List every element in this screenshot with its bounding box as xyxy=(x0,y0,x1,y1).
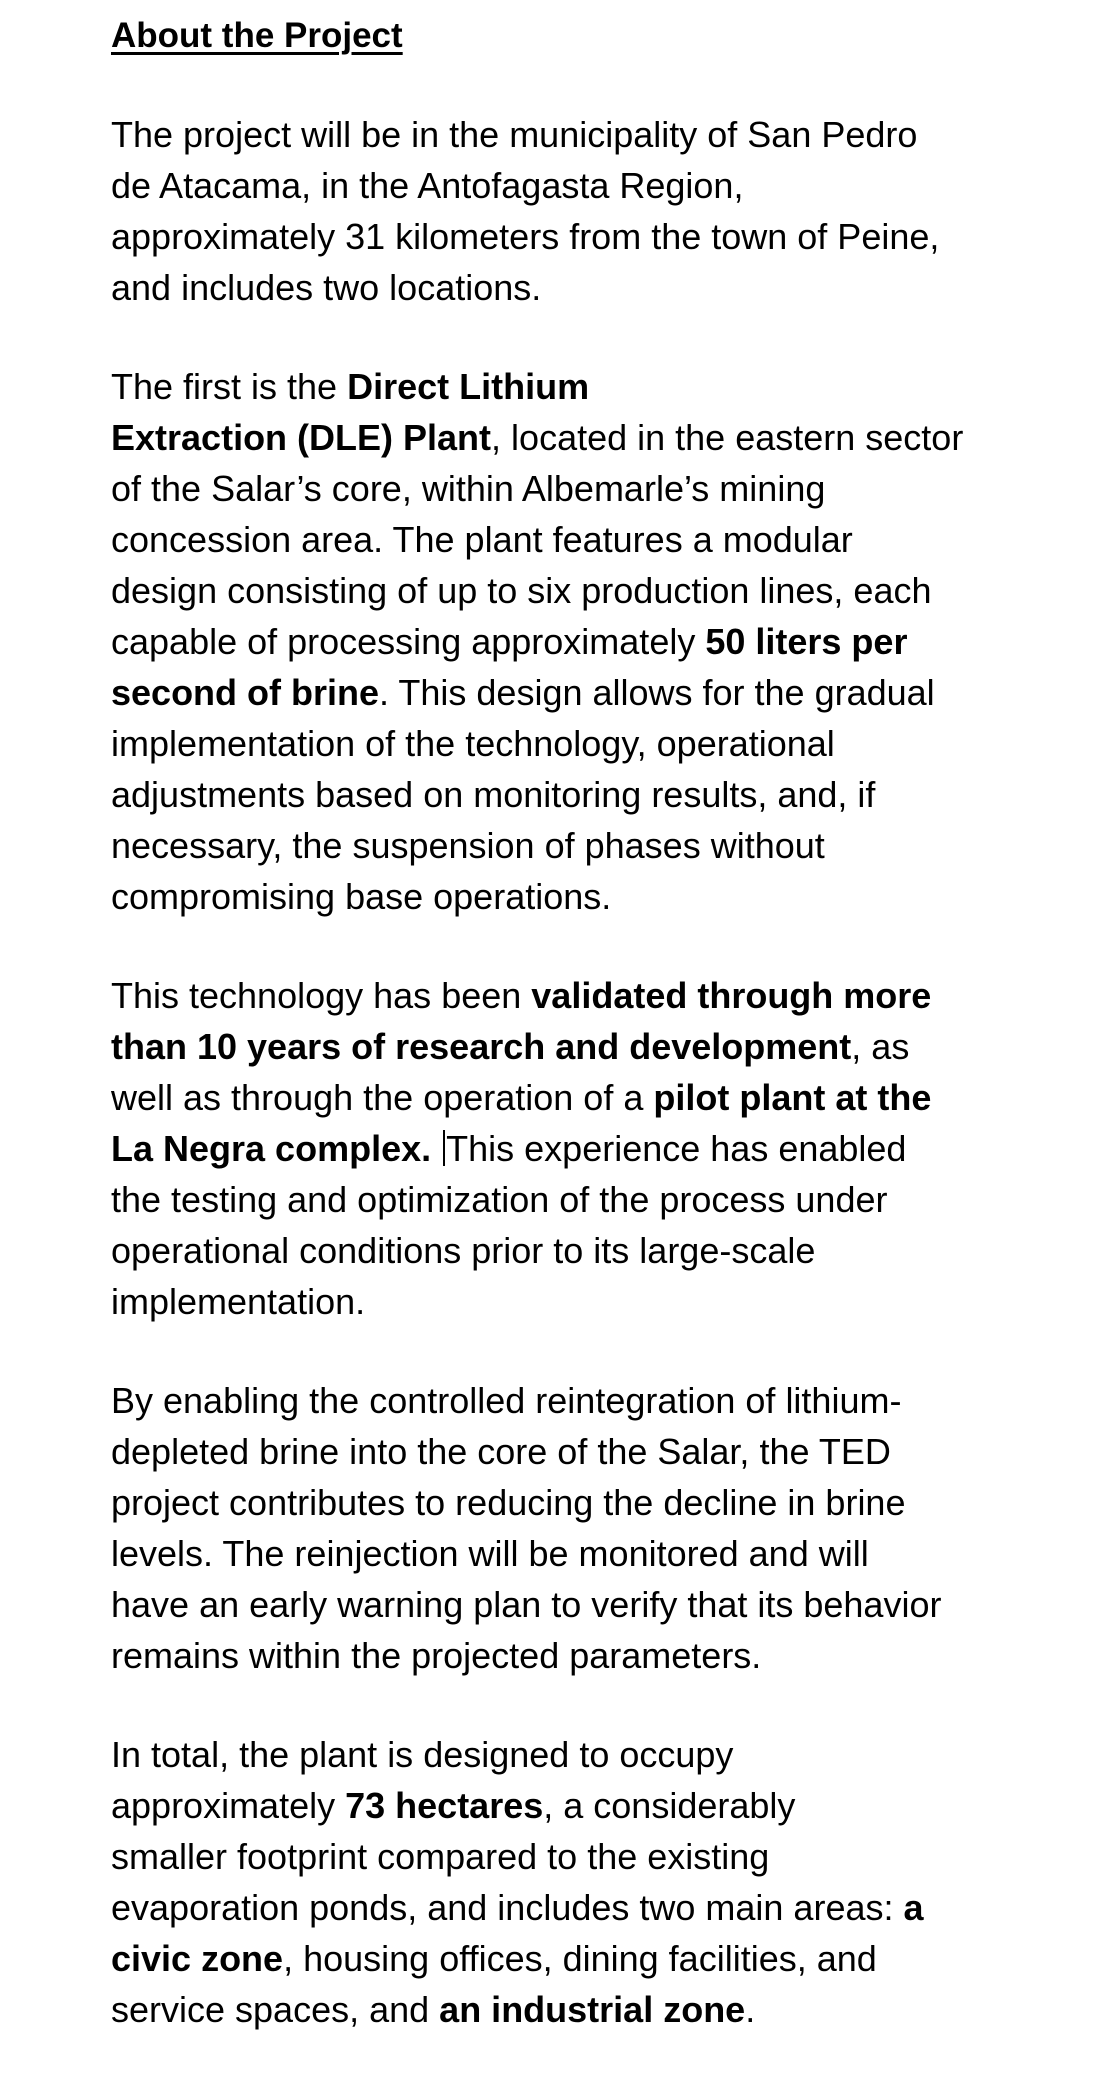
bold-text-run: than 10 years of research and development xyxy=(111,1026,852,1067)
text-line xyxy=(111,514,1011,565)
text-run: The project will be in the municipality of San Pedro xyxy=(111,114,918,155)
text-run: remains within the projected parameters. xyxy=(111,1635,762,1676)
bold-text-run: 73 hectares xyxy=(345,1785,544,1826)
text-line xyxy=(111,1984,1011,2035)
text-line xyxy=(111,1021,1011,1072)
text-run: of the Salar’s core, within Albemarle’s mining xyxy=(111,468,826,509)
text-line xyxy=(111,1225,1011,1276)
text-line xyxy=(111,1123,1011,1174)
text-run: implementation of the technology, operational xyxy=(111,723,835,764)
paragraph xyxy=(111,1375,1011,1681)
bold-text-run: 50 liters per xyxy=(705,621,908,662)
text-cursor xyxy=(443,1130,445,1166)
bold-text-run: a xyxy=(903,1887,924,1928)
text-line xyxy=(111,160,1011,211)
text-line xyxy=(111,1780,1011,1831)
text-line xyxy=(111,463,1011,514)
text-line xyxy=(111,1477,1011,1528)
text-line xyxy=(111,1072,1011,1123)
text-run: service spaces, and xyxy=(111,1989,440,2030)
text-run: adjustments based on monitoring results, and, if xyxy=(111,774,876,815)
bold-text-run: second of brine xyxy=(111,672,380,713)
text-run: depleted brine into the core of the Salar, the TED xyxy=(111,1431,891,1472)
bold-text-run: civic zone xyxy=(111,1938,284,1979)
paragraph xyxy=(111,970,1011,1327)
text-run: , as xyxy=(851,1026,910,1067)
section-heading: About the Project xyxy=(111,16,403,55)
text-run: , a considerably xyxy=(543,1785,796,1826)
text-run: concession area. The plant features a modular xyxy=(111,519,853,560)
paragraph-container xyxy=(111,109,1011,2035)
text-line xyxy=(111,1933,1011,1984)
text-run: In total, the plant is designed to occupy xyxy=(111,1734,734,1775)
text-line xyxy=(111,667,1011,718)
text-line xyxy=(111,616,1011,667)
paragraph xyxy=(111,361,1011,922)
text-run: de Atacama, in the Antofagasta Region, xyxy=(111,165,744,206)
text-line xyxy=(111,1831,1011,1882)
text-line xyxy=(111,211,1011,262)
text-line xyxy=(111,1276,1011,1327)
text-line xyxy=(111,1528,1011,1579)
text-line xyxy=(111,1174,1011,1225)
text-run: capable of processing approximately xyxy=(111,621,706,662)
text-line xyxy=(111,412,1011,463)
text-run: and includes two locations. xyxy=(111,267,542,308)
text-line xyxy=(111,820,1011,871)
bold-text-run: Direct Lithium xyxy=(347,366,590,407)
text-line xyxy=(111,109,1011,160)
text-line xyxy=(111,1630,1011,1681)
text-run: approximately xyxy=(111,1785,346,1826)
text-run xyxy=(431,1128,441,1169)
text-run: design consisting of up to six production lines, each xyxy=(111,570,932,611)
text-line xyxy=(111,769,1011,820)
text-run: necessary, the suspension of phases without xyxy=(111,825,825,866)
text-run: implementation. xyxy=(111,1281,366,1322)
text-run: project contributes to reducing the decline in brine xyxy=(111,1482,906,1523)
document-body[interactable] xyxy=(111,10,1011,2083)
bold-text-run: validated through more xyxy=(531,975,932,1016)
text-run: the testing and optimization of the process under xyxy=(111,1179,888,1220)
text-line xyxy=(111,262,1011,313)
text-run: smaller footprint compared to the existing xyxy=(111,1836,770,1877)
text-run: This technology has been xyxy=(111,975,532,1016)
bold-text-run: Extraction (DLE) Plant xyxy=(111,417,492,458)
text-run: compromising base operations. xyxy=(111,876,612,917)
text-line xyxy=(111,565,1011,616)
text-run: operational conditions prior to its large-scale xyxy=(111,1230,816,1271)
text-run: By enabling the controlled reintegration of lithium- xyxy=(111,1380,902,1421)
text-run: This experience has enabled xyxy=(446,1128,907,1169)
text-run: evaporation ponds, and includes two main areas: xyxy=(111,1887,904,1928)
text-run: , located in the eastern sector xyxy=(491,417,964,458)
text-run: well as through the operation of a xyxy=(111,1077,654,1118)
text-run: have an early warning plan to verify that its behavior xyxy=(111,1584,942,1625)
text-run: The first is the xyxy=(111,366,348,407)
text-line xyxy=(111,871,1011,922)
paragraph xyxy=(111,109,1011,313)
text-line xyxy=(111,1375,1011,1426)
text-line xyxy=(111,970,1011,1021)
text-run: approximately 31 kilometers from the town of Peine, xyxy=(111,216,940,257)
paragraph xyxy=(111,1729,1011,2035)
text-run: . xyxy=(745,1989,756,2030)
text-run: , housing offices, dining facilities, and xyxy=(283,1938,877,1979)
text-line xyxy=(111,718,1011,769)
bold-text-run: pilot plant at the xyxy=(653,1077,932,1118)
bold-text-run: La Negra complex. xyxy=(111,1128,432,1169)
bold-text-run: an industrial zone xyxy=(439,1989,746,2030)
text-line xyxy=(111,1426,1011,1477)
text-line xyxy=(111,1579,1011,1630)
text-run: . This design allows for the gradual xyxy=(379,672,935,713)
text-line xyxy=(111,1729,1011,1780)
text-run: levels. The reinjection will be monitored and will xyxy=(111,1533,869,1574)
text-line xyxy=(111,1882,1011,1933)
text-line xyxy=(111,361,1011,412)
